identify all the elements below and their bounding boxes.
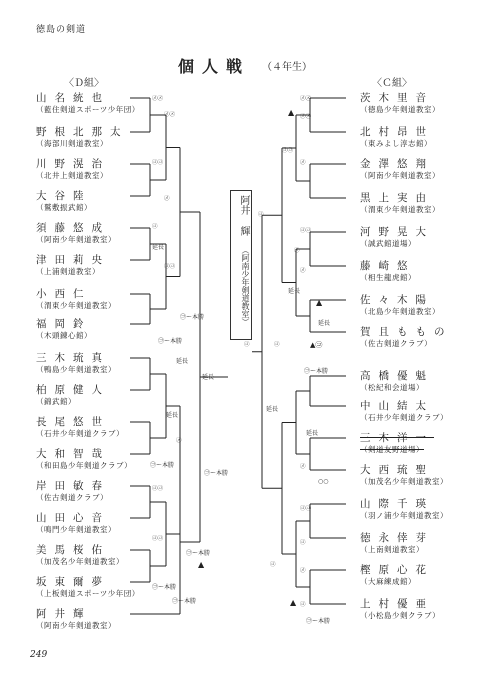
score-mark: ㋙	[258, 212, 264, 218]
player-name: 大谷陸	[36, 190, 92, 202]
player-name: 山名統也	[36, 92, 110, 104]
player-team: （相生龍虎館）	[360, 273, 416, 282]
triangle-mark: ▲㋙	[310, 341, 323, 349]
player-name: 佐々木陽	[360, 294, 434, 306]
win-note: ㋙ー本勝	[304, 368, 329, 375]
winner-team: （阿南少年剣道教室）	[241, 246, 250, 326]
player-team: （東みよし淳志館）	[360, 139, 432, 148]
player-name: 坂東爾夢	[36, 576, 110, 588]
score-mark: ㋱	[300, 268, 306, 274]
extension-note: 延長	[288, 288, 301, 295]
extension-note: 延長	[166, 412, 179, 419]
player-team: （加茂名少年剣道教室）	[36, 557, 124, 566]
player-team: （錦武館）	[36, 397, 76, 406]
player-team: （剣道友野道場）	[360, 445, 424, 454]
triangle-mark: ▲	[290, 598, 297, 607]
player-name: 柏原健人	[36, 384, 110, 396]
score-mark: ㋙	[300, 540, 306, 546]
player-name: 北村昂世	[360, 126, 434, 138]
player-name: 金澤悠翔	[360, 158, 434, 170]
player-name: 黒上実由	[360, 192, 434, 204]
win-note: ㋙ー本勝	[152, 584, 177, 591]
player-name: 樫原心花	[360, 564, 434, 576]
extension-note: 延長	[176, 358, 189, 365]
player-name: 高橋優魁	[360, 370, 434, 382]
extension-note: 延長	[318, 320, 331, 327]
player-team: （加茂名少年剣道教室）	[360, 477, 448, 486]
triangle-mark: ▲	[198, 560, 205, 569]
score-mark: ㋙㋙	[164, 264, 176, 270]
score-mark: ㋙㋙	[300, 228, 312, 234]
player-name: 川野滉治	[36, 158, 110, 170]
score-mark: ㋱	[300, 160, 306, 166]
player-name: 長尾悠世	[36, 416, 110, 428]
player-team: （鷲敷振武館）	[36, 203, 92, 212]
player-name: 茨木里音	[360, 92, 434, 104]
player-name: 大西琉聖	[360, 464, 434, 476]
player-team: （和田島少年剣道クラブ）	[36, 461, 133, 470]
player-team: （海部川剣道教室）	[36, 139, 108, 148]
player-name: 美馬桜佑	[36, 544, 110, 556]
running-header: 徳島の剣道	[36, 25, 87, 35]
score-mark: ㋙㋙	[152, 536, 164, 542]
page-number: 249	[30, 650, 48, 660]
player-name: 小西仁	[36, 288, 92, 300]
player-team: （大麻練成館）	[360, 577, 416, 586]
win-note: ㋙ー本勝	[204, 470, 229, 477]
player-team: （誠武館道場）	[360, 239, 416, 248]
player-team: （木頭錬心館）	[36, 331, 92, 340]
player-name: 大和智哉	[36, 448, 110, 460]
score-mark: ㋱	[294, 248, 300, 254]
player-team: （上南剣道教室）	[360, 545, 424, 554]
player-team: （羽ノ浦少年剣道教室）	[360, 511, 448, 520]
page-title: 個人戦	[178, 57, 251, 76]
player-team: （鳴門少年剣道教室）	[36, 525, 116, 534]
player-name: 津田莉央	[36, 254, 110, 266]
player-name: 徳永倖芽	[360, 532, 434, 544]
player-team: （阿南少年剣道教室）	[360, 171, 440, 180]
win-note: ㋙ー本勝	[150, 462, 175, 469]
player-team: （松紀和会道場）	[360, 383, 424, 392]
win-note: ㋙ー本勝	[306, 618, 331, 625]
player-team: （藍住剣道スポーツ少年団）	[36, 105, 140, 114]
player-name: 野根北那太	[36, 126, 129, 138]
player-name: 阿井輝	[36, 608, 92, 620]
score-mark: ㋙	[300, 602, 306, 608]
player-team: （阿南少年剣道教室）	[36, 235, 116, 244]
extension-note: 延長	[152, 244, 165, 251]
player-name: 福岡鈴	[36, 318, 92, 330]
player-name: 三木洋一	[360, 432, 434, 444]
triangle-mark: ▲	[316, 298, 323, 307]
player-team: （渭東少年剣道教室）	[36, 301, 116, 310]
player-name: 山田心音	[36, 512, 110, 524]
win-note: ㋙ー本勝	[186, 550, 211, 557]
extension-note: 延長	[202, 374, 215, 381]
win-note: ㋙ー本勝	[172, 598, 197, 605]
player-name: 河野晃大	[360, 226, 434, 238]
player-name: 三木琉真	[36, 352, 110, 364]
player-team: （徳島少年剣道教室）	[360, 105, 440, 114]
player-name: 岸田敏春	[36, 480, 110, 492]
score-mark: ㋱	[176, 438, 182, 444]
player-name: 上村優亜	[360, 598, 434, 610]
player-team: （鴨島少年剣道教室）	[36, 365, 116, 374]
player-team: （小松島少剣クラブ）	[360, 611, 441, 620]
double-circle-note: ○○	[318, 478, 329, 485]
player-team: （渭東少年剣道教室）	[360, 205, 440, 214]
win-note: ㋙ー本勝	[158, 338, 183, 345]
player-team: （北井上剣道教室）	[36, 171, 108, 180]
player-team: （石井少年剣道クラブ）	[36, 429, 125, 438]
player-name: 賀且ももの	[360, 326, 453, 338]
extension-note: 延長	[266, 406, 279, 413]
player-name: 須藤悠成	[36, 222, 110, 234]
group-c-label: 〈Ｃ組〉	[372, 78, 412, 89]
group-d-label: 〈Ｄ組〉	[64, 78, 104, 89]
score-mark: ㋱㋱	[300, 96, 312, 102]
player-team: （佐古剣道クラブ）	[36, 493, 109, 502]
score-mark: ㋱	[300, 464, 306, 470]
score-mark: ㋱㋱	[164, 112, 176, 118]
score-mark: ㋙	[274, 342, 280, 348]
player-team: （上板剣道スポーツ少年団）	[36, 589, 140, 598]
extension-note: 延長	[306, 430, 319, 437]
score-mark: ㋙	[244, 342, 250, 348]
player-team: （阿南少年剣道教室）	[36, 621, 116, 630]
player-name: 中山結太	[360, 400, 434, 412]
score-mark: ㋙㋙	[152, 486, 164, 492]
score-mark: ㋱㋱	[152, 96, 164, 102]
score-mark: ㋙	[270, 562, 276, 568]
player-team: （佐古剣道クラブ）	[360, 339, 433, 348]
score-mark: ㋱	[164, 196, 170, 202]
player-team: （北島少年剣道教室）	[360, 307, 440, 316]
winner-name: 阿井 輝	[238, 195, 249, 236]
player-name: 山際千瑛	[360, 498, 434, 510]
player-name: 藤崎悠	[360, 260, 416, 272]
win-note: ㋙ー本勝	[180, 314, 205, 321]
player-team: （上浦剣道教室）	[36, 267, 100, 276]
score-mark: ㋙㋙	[282, 148, 294, 154]
score-mark: ㋱㋱	[300, 114, 312, 120]
page-subtitle: （４年生）	[262, 62, 312, 73]
score-mark: ㋙㋙	[152, 160, 164, 166]
triangle-mark: ▲	[288, 108, 295, 117]
player-team: （石井少年剣道クラブ）	[360, 413, 449, 422]
score-mark: ㋱	[300, 568, 306, 574]
score-mark: ㋙	[152, 224, 158, 230]
score-mark: ㋙㋙	[300, 506, 312, 512]
